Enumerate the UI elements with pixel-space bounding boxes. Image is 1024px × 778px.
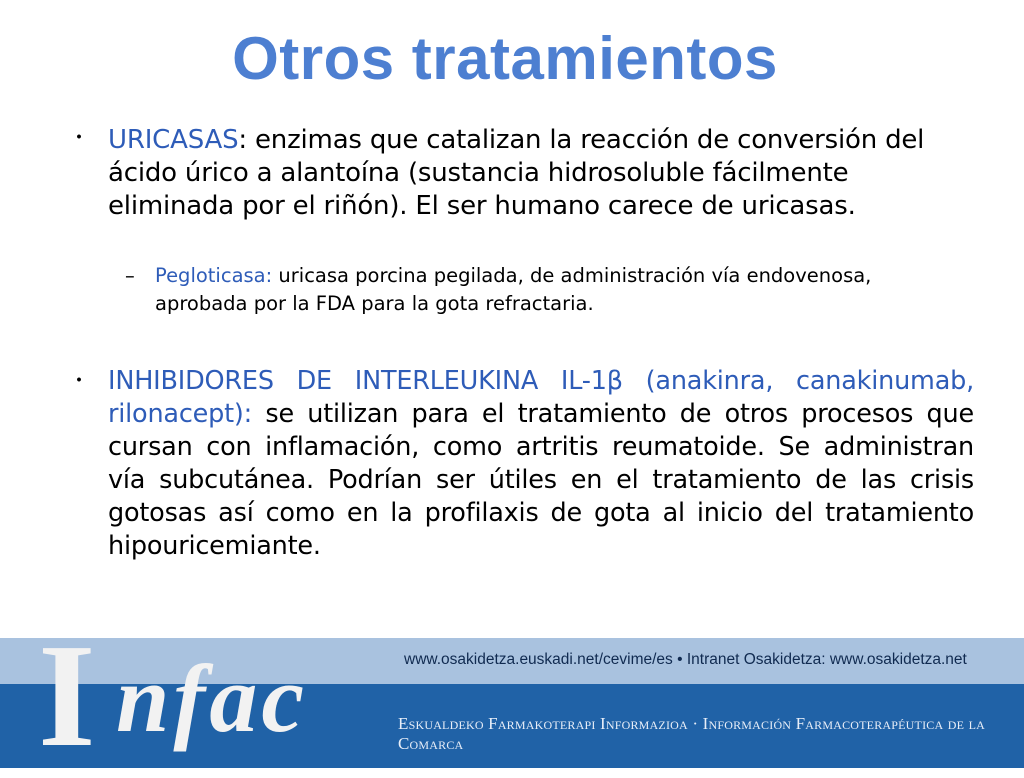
bullet-uricasas — [68, 124, 974, 223]
sub-bullet-pegloticasa — [125, 262, 915, 318]
footer-tagline: Eskualdeko Farmakoterapi Informazioa · Información Farmacoterapéutica de la Comarca — [398, 714, 986, 753]
sub-bullet-marker: – — [125, 264, 135, 287]
bullet-inhibidores — [68, 365, 975, 563]
bullet-marker: ・ — [68, 126, 90, 151]
sub-bullet-text: uricasa porcina pegilada, de administración vía endovenosa, aprobada por la FDA para la gota refractaria. — [155, 264, 872, 315]
bullet-term-extra: (anakinra, canakinumab, rilonacept): — [108, 366, 975, 429]
slide-title: Otros tratamientos — [232, 25, 778, 92]
bullet-text: se utilizan para el tratamiento de otros procesos que cursan con inflamación, como artritis reumatoide. Se administran vía subcutánea. Podrían ser útiles en el tratamiento de las crisis gotosas así como en la profilaxis de gota al inicio del tratamiento hipouricemiante. — [108, 399, 974, 561]
logo-letter-i: I — [38, 614, 96, 778]
sub-bullet-term: Pegloticasa: — [155, 264, 273, 287]
footer-urls: www.osakidetza.euskadi.net/cevime/es • Intranet Osakidetza: www.osakidetza.net — [404, 651, 967, 668]
bullet-marker: ・ — [68, 369, 90, 394]
bullet-text: : enzimas que catalizan la reacción de conversión del ácido úrico a alantoína (sustancia hidrosoluble fácilmente eliminada por el riñón). El ser humano carece de uricasas. — [108, 125, 925, 221]
logo-letters: nfac — [116, 645, 308, 752]
infac-logo — [38, 614, 328, 778]
bullet-term: INHIBIDORES DE INTERLEUKINA IL-1β — [108, 366, 623, 396]
bullet-term: URICASAS — [108, 125, 239, 155]
